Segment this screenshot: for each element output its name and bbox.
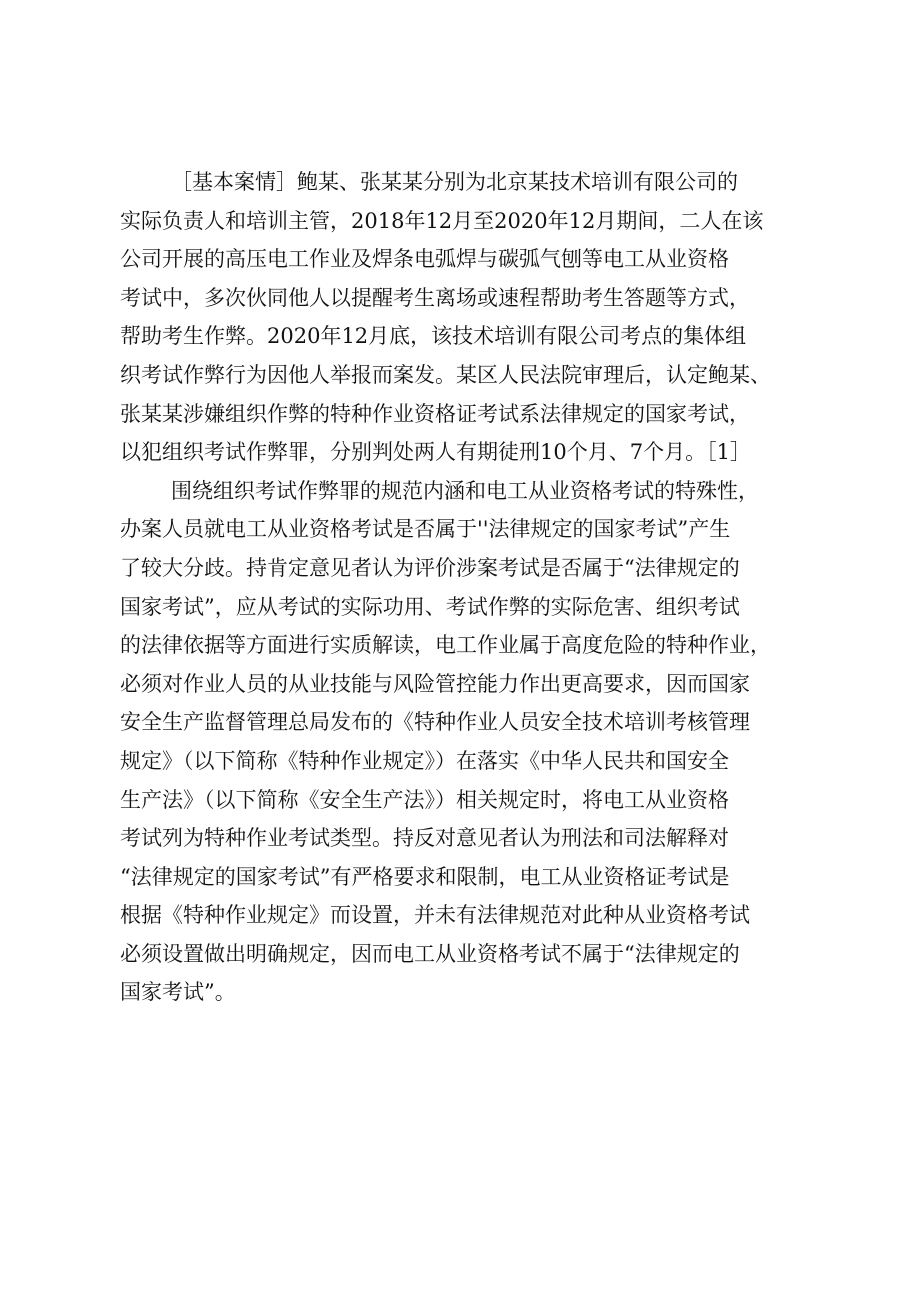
text-line: 公司开展的高压电工作业及焊条电弧焊与碳弧气刨等电工从业资格 bbox=[120, 247, 729, 272]
text-line: 国家考试”。 bbox=[120, 980, 236, 1005]
text-line: 了较大分歧。持肯定意见者认为评价涉案考试是否属于“法律规定的 bbox=[120, 555, 740, 580]
text-line: 以犯组织考试作弊罪，分别判处两人有期徒刑10个月、7个月。［1］ bbox=[120, 440, 751, 465]
text-line: 生产法》（以下简称《安全生产法》）相关规定时，将电工从业资格 bbox=[120, 787, 729, 812]
text-line: 帮助考生作弊。2020年12月底，该技术培训有限公司考点的集体组 bbox=[120, 324, 747, 349]
text-line: 考试列为特种作业考试类型。持反对意见者认为刑法和司法解释对 bbox=[120, 826, 729, 851]
text-line: “法律规定的国家考试”有严格要求和限制，电工从业资格证考试是 bbox=[120, 864, 730, 889]
text-line: 必须设置做出明确规定，因而电工从业资格考试不属于“法律规定的 bbox=[120, 941, 740, 966]
text-line: 安全生产监督管理总局发布的《特种作业人员安全技术培训考核管理 bbox=[120, 710, 750, 735]
text-line: 考试中，多次伙同他人以提醒考生离场或速程帮助考生答题等方式， bbox=[120, 285, 750, 310]
paragraph-dispute bbox=[120, 472, 810, 1012]
text-line: 必须对作业人员的从业技能与风险管控能力作出更高要求，因而国家 bbox=[120, 671, 750, 696]
text-line: 根据《特种作业规定》而设置，并未有法律规范对此种从业资格考试 bbox=[120, 903, 750, 928]
text-line: 张某某涉嫌组织作弊的特种作业资格证考试系法律规定的国家考试， bbox=[120, 401, 750, 426]
paragraph-case-facts bbox=[120, 163, 810, 472]
text-line: ［基本案情］鲍某、张某某分别为北京某技术培训有限公司的 bbox=[171, 170, 738, 194]
text-line: 办案人员就电工从业资格考试是否属于''法律规定的国家考试”产生 bbox=[120, 517, 731, 542]
text-line: 实际负责人和培训主管，2018年12月至2020年12月期间，二人在该 bbox=[120, 208, 764, 233]
text-line: 国家考试”，应从考试的实际功用、考试作弊的实际危害、组织考试 bbox=[120, 594, 740, 619]
body-text bbox=[120, 163, 810, 1012]
text-line: 围绕组织考试作弊罪的规范内涵和电工从业资格考试的特殊性， bbox=[171, 478, 759, 503]
text-line: 规定》（以下简称《特种作业规定》）在落实《中华人民共和国安全 bbox=[120, 748, 729, 773]
text-line: 织考试作弊行为因他人举报而案发。某区人民法院审理后，认定鲍某、 bbox=[120, 362, 771, 387]
text-line: 的法律依据等方面进行实质解读，电工作业属于高度危险的特种作业， bbox=[120, 633, 771, 658]
